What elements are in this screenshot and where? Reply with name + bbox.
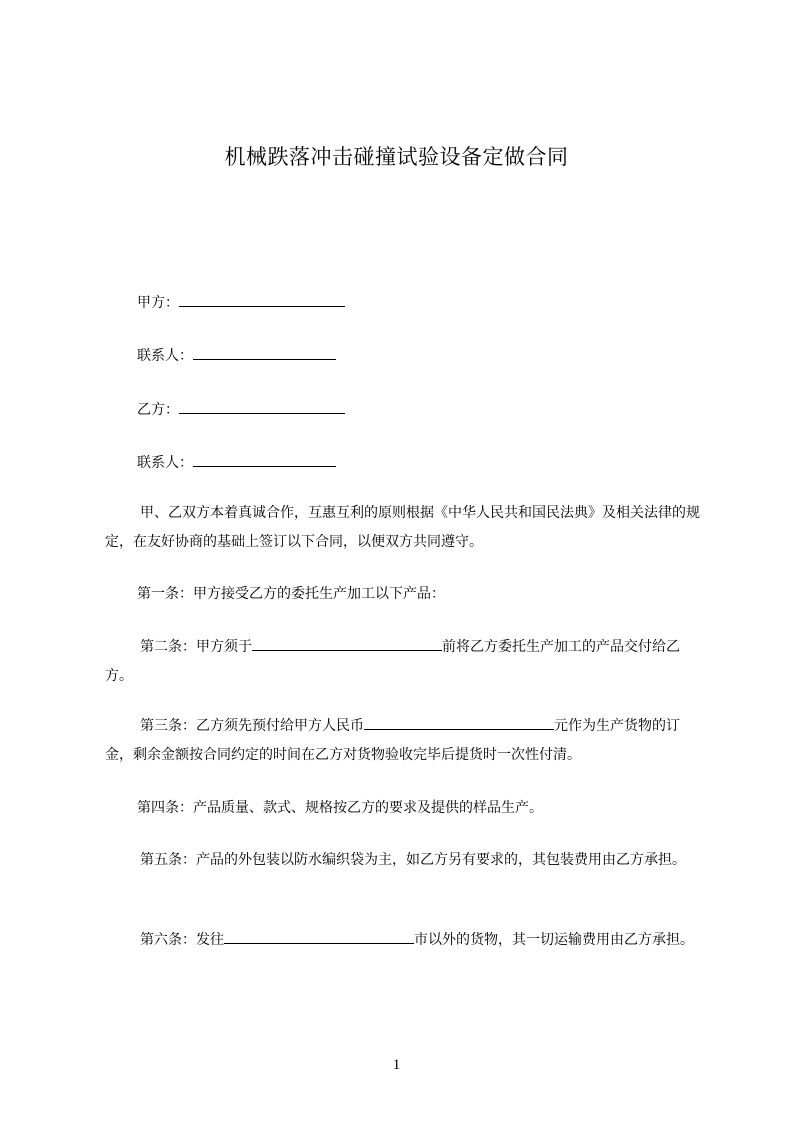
contact-a-blank (193, 345, 336, 360)
article-6-blank (224, 929, 414, 944)
party-a-label: 甲方： (137, 295, 179, 311)
article-4: 第四条：产品质量、款式、规格按乙方的要求及提供的样品生产。 (137, 800, 543, 816)
contact-b-label: 联系人： (137, 455, 193, 471)
article-2-blank (252, 636, 442, 651)
article-6-prefix: 第六条：发往 (140, 932, 224, 948)
article-2-prefix: 第二条：甲方须于 (140, 639, 252, 655)
contact-a-line (137, 345, 336, 365)
article-2 (105, 633, 705, 691)
article-3-blank (364, 715, 554, 730)
article-2-suffix: 前将乙方委托生产加工的产品交付给乙方。 (105, 639, 680, 684)
article-1: 第一条：甲方接受乙方的委托生产加工以下产品： (137, 586, 445, 602)
article-3 (105, 712, 705, 770)
party-b-line (137, 399, 345, 419)
party-b-blank (179, 399, 345, 414)
article-6-suffix: 市以外的货物，其一切运输费用由乙方承担。 (414, 932, 694, 948)
article-6 (105, 926, 705, 955)
page-number: 1 (392, 1057, 401, 1073)
article-3-prefix: 第三条：乙方须先预付给甲方人民币 (140, 718, 364, 734)
contact-a-label: 联系人： (137, 348, 193, 364)
article-5: 第五条：产品的外包装以防水编织袋为主，如乙方另有要求的，其包装费用由乙方承担。 (140, 852, 686, 868)
party-a-line (137, 292, 345, 312)
contact-b-blank (193, 452, 336, 467)
document-title: 机械跌落冲击碰撞试验设备定做合同 (224, 145, 569, 169)
party-b-label: 乙方： (137, 402, 179, 418)
article-3-suffix: 元作为生产货物的订金，剩余金额按合同约定的时间在乙方对货物验收完毕后提货时一次性付清。 (105, 718, 680, 763)
intro-paragraph: 甲、乙双方本着真诚合作，互惠互利的原则根据《中华人民共和国民法典》及相关法律的规定，在友好协商的基础上签订以下合同，以便双方共同遵守。 (105, 505, 700, 550)
party-a-blank (179, 292, 345, 307)
contact-b-line (137, 452, 336, 472)
